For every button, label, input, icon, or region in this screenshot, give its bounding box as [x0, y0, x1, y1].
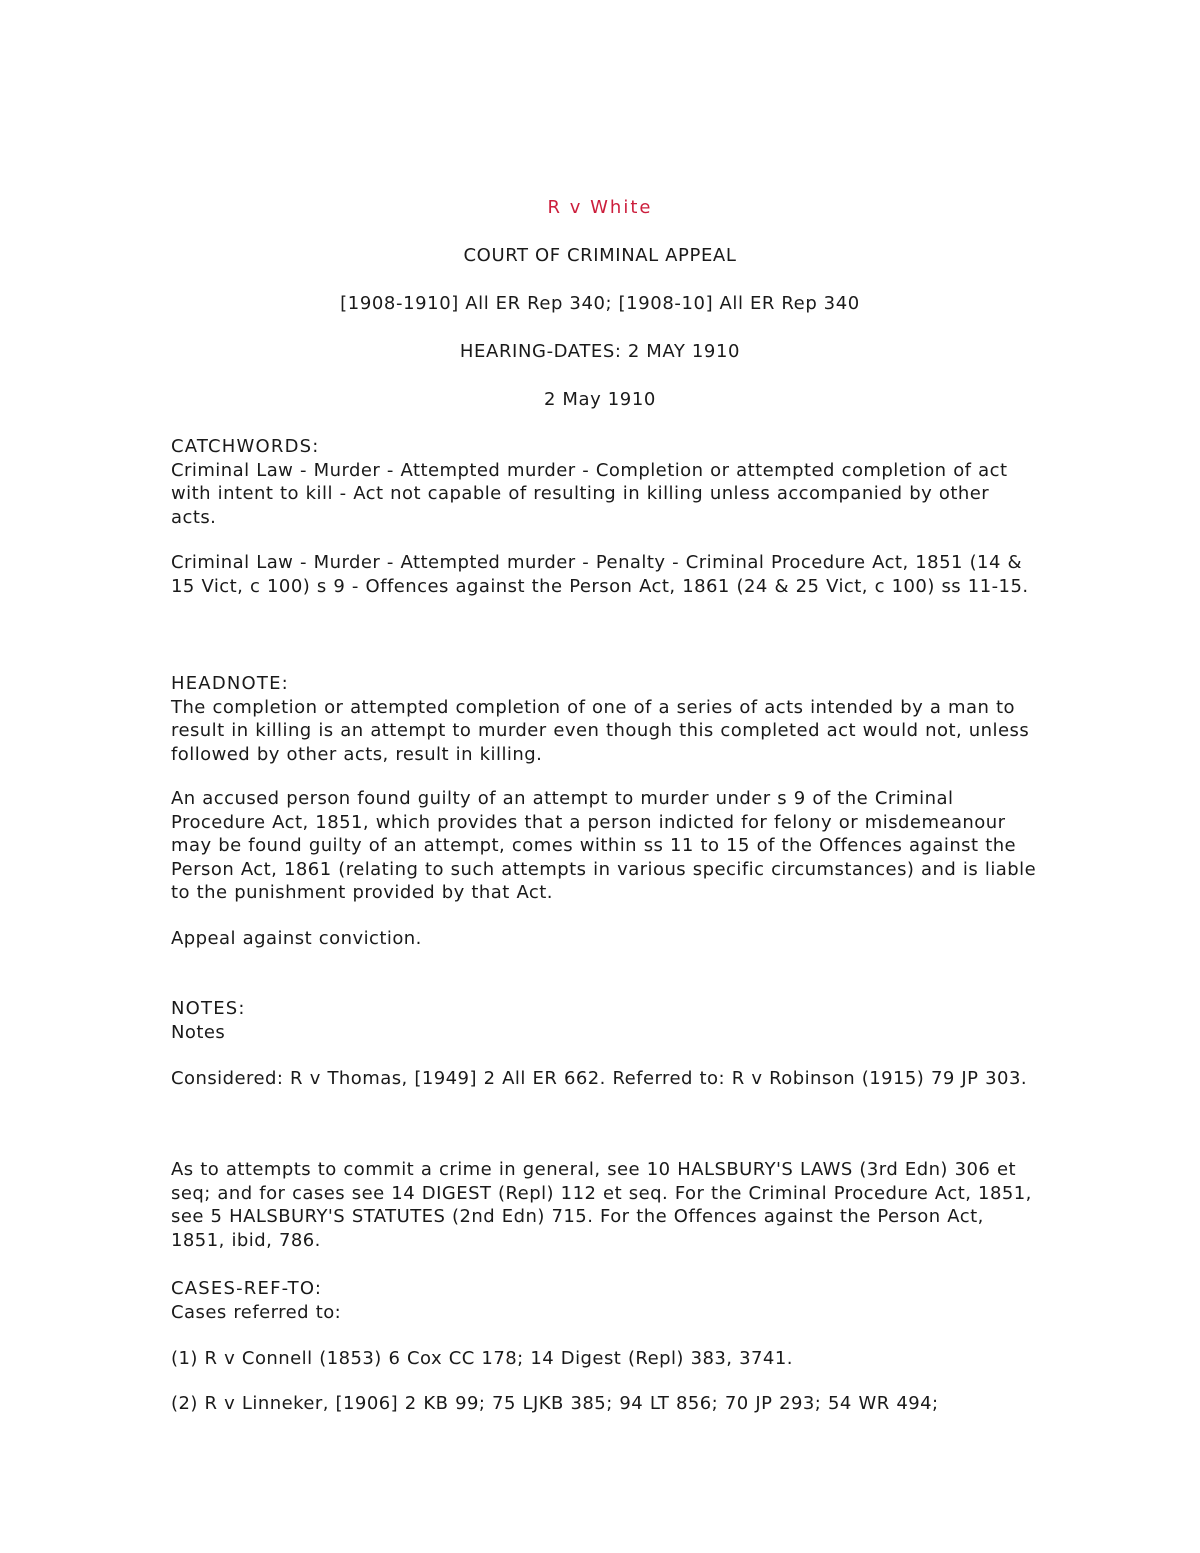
- citation: [1908-1910] All ER Rep 340; [1908-10] All ER Rep 340: [340, 293, 860, 314]
- notes-section: [171, 997, 1041, 1044]
- cases-ref-item: (2) R v Linneker, [1906] 2 KB 99; 75 LJKB 385; 94 LT 856; 70 JP 293; 54 WR 494;: [171, 1393, 939, 1414]
- cases-ref-item-1-block: [171, 1347, 1041, 1371]
- cases-ref-section: [171, 1277, 1041, 1324]
- notes-subtitle: Notes: [171, 1021, 226, 1043]
- cases-ref-subtitle: Cases referred to:: [171, 1301, 342, 1323]
- cases-ref-item-2-block: [171, 1392, 1041, 1416]
- headnote-paragraph-1: The completion or attempted completion of one of a series of acts intended by a man to result in killing is an attempt to murder even though this completed act would not, unless followed by other acts, result in killing.: [171, 696, 1030, 765]
- headnote-paragraph-2: An accused person found guilty of an attempt to murder under s 9 of the Criminal Procedure Act, 1851, which provides that a person indicted for felony or misdemeanour may be found guilty of an attempt, comes within ss 11 to 15 of the Offences against the Person Act, 1861 (relating to such attempts in various specific circumstances) and is liable to the punishment provided by that Act.: [171, 788, 1037, 903]
- court-name: COURT OF CRIMINAL APPEAL: [463, 245, 737, 266]
- notes-paragraph-1-block: [171, 1067, 1041, 1091]
- hearing-dates: HEARING-DATES: 2 MAY 1910: [459, 341, 741, 362]
- catchwords-label: CATCHWORDS:: [171, 436, 320, 457]
- cases-ref-label: CASES-REF-TO:: [171, 1278, 323, 1299]
- catchwords-section: [171, 435, 1041, 529]
- headnote-section: [171, 672, 1041, 766]
- notes-paragraph-2-block: [171, 1158, 1041, 1252]
- catchwords-paragraph-2: Criminal Law - Murder - Attempted murder - Penalty - Criminal Procedure Act, 1851 (14 & 15 Vict, c 100) s 9 - Offences against the Person Act, 1861 (24 & 25 Vict, c 100) ss 11-15.: [171, 552, 1029, 597]
- headnote-paragraph-2-block: [171, 787, 1041, 905]
- headnote-paragraph-3: Appeal against conviction.: [171, 928, 422, 949]
- catchwords-paragraph-1: Criminal Law - Murder - Attempted murder - Completion or attempted completion of act with intent to kill - Act not capable of resulting in killing unless accompanied by other acts.: [171, 459, 1008, 528]
- cases-ref-item: (1) R v Connell (1853) 6 Cox CC 178; 14 Digest (Repl) 383, 3741.: [171, 1348, 793, 1369]
- notes-paragraph-2: As to attempts to commit a crime in general, see 10 HALSBURY'S LAWS (3rd Edn) 306 et seq; and for cases see 14 DIGEST (Repl) 112 et seq. For the Criminal Procedure Act, 1851, see 5 HALSBURY'S STATUTES (2nd Edn) 715. For the Offences against the Person Act, 1851, ibid, 786.: [171, 1159, 1032, 1251]
- headnote-paragraph-3-block: [171, 927, 1041, 951]
- case-title: R v White: [547, 197, 653, 218]
- catchwords-paragraph-2-block: [171, 551, 1041, 598]
- notes-label: NOTES:: [171, 998, 246, 1019]
- headnote-label: HEADNOTE:: [171, 673, 289, 694]
- decision-date: 2 May 1910: [544, 389, 656, 410]
- notes-paragraph-1: Considered: R v Thomas, [1949] 2 All ER 662. Referred to: R v Robinson (1915) 79 JP 303.: [171, 1068, 1028, 1089]
